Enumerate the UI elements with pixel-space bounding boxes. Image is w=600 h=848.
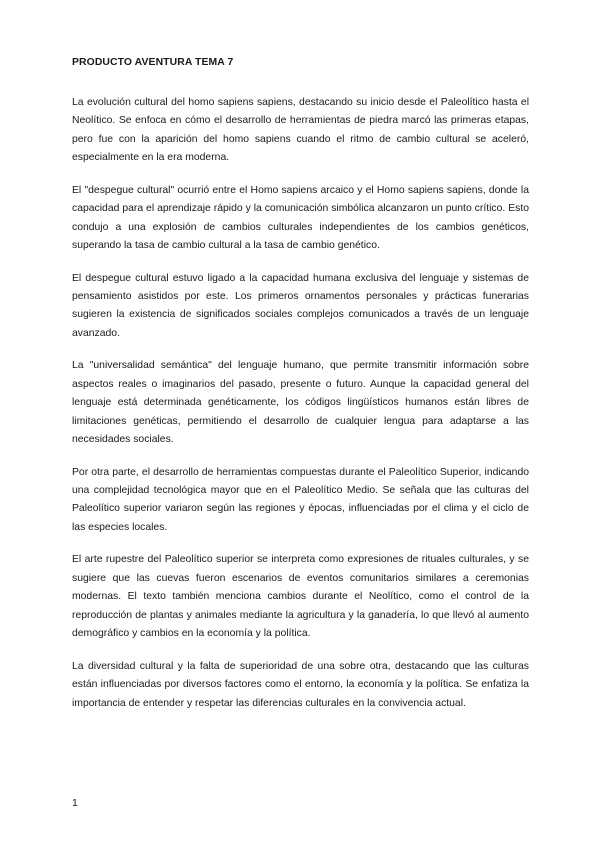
paragraph-1: La evolución cultural del homo sapiens sapiens, destacando su inicio desde el Paleolítico hasta el Neolítico. Se enfoca en cómo el desarrollo de herramientas de piedra marcó las primeras etapas, pero fue con la aparición del homo sapiens cuando el ritmo de cambio cultural se aceleró, especialmente en la era moderna.	[72, 97, 529, 164]
document-page	[72, 54, 529, 727]
paragraph-7: La diversidad cultural y la falta de superioridad de una sobre otra, destacando que las culturas están influenciadas por diversos factores como el entorno, la economía y la política. Se enfatiza la importancia de entender y respetar las diferencias culturales en la convivencia actual.	[72, 660, 529, 709]
paragraph-2: El "despegue cultural" ocurrió entre el Homo sapiens arcaico y el Homo sapiens sapiens, donde la capacidad para el aprendizaje rápido y la comunicación simbólica alcanzaron un punto crítico. Esto condujo a una explosión de cambios culturales independientes de los cambios genéticos, superando la tasa de cambio cultural a la tasa de cambio genético.	[72, 184, 529, 252]
paragraph-3: El despegue cultural estuvo ligado a la capacidad humana exclusiva del lenguaje y sistemas de pensamiento asistidos por este. Los primeros ornamentos personales y prácticas funerarias sugieren la existencia de significados sociales complejos comunicados a través de un lenguaje avanzado.	[72, 272, 529, 339]
page-number: 1	[72, 798, 78, 809]
paragraph-4: La "universalidad semántica" del lenguaje humano, que permite transmitir información sobre aspectos reales o imaginarios del pasado, presente o futuro. Aunque la capacidad general del lenguaje está determinada genéticamente, los códigos lingüísticos humanos están libres de limitaciones genéticas, permitiendo el desarrollo de cualquier lengua para adaptarse a las necesidades sociales.	[72, 360, 529, 446]
paragraph-6: El arte rupestre del Paleolítico superior se interpreta como expresiones de rituales culturales, y se sugiere que las cuevas fueron escenarios de eventos comunitarios similares a ceremonias modernas. El texto también menciona cambios durante el Neolítico, como el control de la reproducción de plantas y animales mediante la agricultura y la ganadería, lo que llevó al aumento demográfico y cambios en la economía y la política.	[72, 554, 529, 640]
document-title: PRODUCTO AVENTURA TEMA 7	[72, 57, 234, 68]
paragraph-5: Por otra parte, el desarrollo de herramientas compuestas durante el Paleolítico Superior, indicando una complejidad tecnológica mayor que en el Paleolítico Medio. Se señala que las culturas del Paleolítico superior variaron según las regiones y épocas, influenciadas por el clima y el ciclo de las especies locales.	[72, 466, 529, 533]
